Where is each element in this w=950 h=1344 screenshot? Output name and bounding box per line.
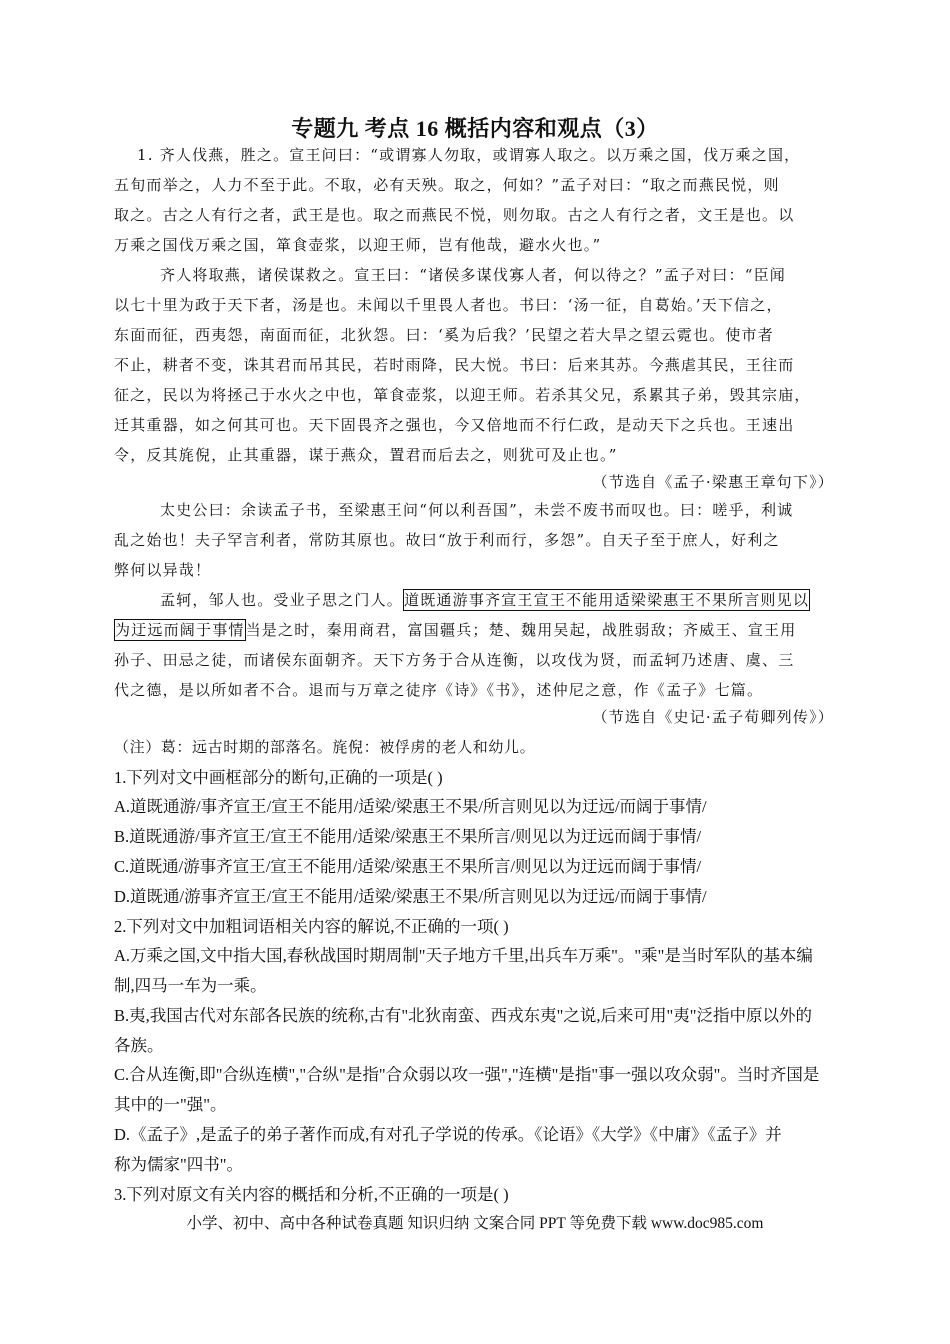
page-footer: 小学、初中、高中各种试卷真题 知识归纳 文案合同 PPT 等免费下载 www.doc985.com	[186, 1215, 764, 1232]
page-title: 专题九 考点 16 概括内容和观点（3）	[291, 116, 659, 141]
passage-line: 孙子、田忌之徒，而诸侯东面朝齐。天下方务于合从连衡，以攻伐为贤，而孟轲乃述唐、虞、三	[114, 651, 795, 669]
question-stem: 2.下列对文中加粗词语相关内容的解说,不正确的一项( )	[114, 917, 509, 936]
passage-line: 太史公曰：余读孟子书，至梁惠王问“何以利吾国”，未尝不废书而叹也。曰：嗟乎，利诚	[160, 501, 794, 519]
passage-line: 不止，耕者不变，诛其君而吊其民，若时雨降，民大悦。书曰：后来其苏。今燕虐其民，王往而	[114, 356, 795, 374]
passage-line: 乱之始也！夫子罕言利者，常防其原也。故曰“放于利而行，多怨”。自天子至于庶人，好利之	[114, 531, 780, 549]
question-option: C.道既通/游事齐宣王/宣王不能用/适梁/梁惠王不果所言/则见以为迂远而阔于事情/	[114, 857, 702, 876]
question-stem: 1.下列对文中画框部分的断句,正确的一项是( )	[114, 768, 443, 787]
passage-line: 弊何以异哉！	[114, 561, 212, 579]
passage-line	[160, 590, 834, 610]
question-stem: 3.下列对原文有关内容的概括和分析,不正确的一项是( )	[114, 1185, 509, 1204]
passage-line: 五旬而举之，人力不至于此。不取，必有天殃。取之，何如？”孟子对曰：“取之而燕民悦，则	[114, 176, 780, 194]
question-option: A.万乘之国,文中指大国,春秋战国时期周制"天子地方千里,出兵车万乘"。"乘"是当时军队的基本编	[114, 946, 813, 965]
passage-text: 当是之时，秦用商君，富国疆兵；楚、魏用吴起，战胜弱敌；齐威王、宣王用	[245, 621, 797, 639]
boxed-text: 为迂远而阔于事情	[115, 621, 245, 639]
passage-line: 取之。古之人有行之者，武王是也。取之而燕民不悦，则勿取。古之人有行之者，文王是也。以	[114, 206, 795, 224]
passage-line: 齐人将取燕，诸侯谋救之。宣王曰：“诸侯多谋伐寡人者，何以待之？”孟子对曰：“臣闻	[160, 266, 787, 284]
question-option: B.道既通游/事齐宣王/宣王不能用/适梁/梁惠王不果所言/则见以为迂远而阔于事情/	[114, 827, 702, 846]
question-option: 称为儒家"四书"。	[114, 1155, 243, 1174]
question-option: B.夷,我国古代对东部各民族的统称,古有"北狄南蛮、西戎东夷"之说,后来可用"夷"泛指中原以外的	[114, 1006, 812, 1025]
question-option: D.道既通/游事齐宣王/宣王不能用/适梁/梁惠王不果/所言则见以为迂远/而阔于事情/	[114, 887, 707, 906]
passage-line	[114, 620, 834, 640]
passage-line: 东面而征，西夷怨，南面而征，北狄怨。曰：‘奚为后我？’民望之若大旱之望云霓也。使市者	[114, 326, 774, 344]
question-option: A.道既通游/事齐宣王/宣王不能用/适梁/梁惠王不果/所言则见以为迂远/而阔于事情/	[114, 797, 707, 816]
question-option: C.合从连衡,即"合纵连横","合纵"是指"合众弱以攻一强","连横"是指"事一强以攻众弱"。当时齐国是	[114, 1065, 820, 1084]
passage-line: 代之德，是以所如者不合。退而与万章之徒序《诗》《书》，述仲尼之意，作《孟子》七篇。	[114, 681, 764, 699]
question-option: D.《孟子》,是孟子的弟子著作而成,有对孔子学说的传承。《论语》《大学》《中庸》《孟子》并	[114, 1125, 782, 1144]
passage-source: （节选自《史记·孟子荀卿列传》）	[592, 708, 834, 726]
passage-line: 万乘之国伐万乘之国，箪食壶浆，以迎王师，岂有他哉，避水火也。”	[114, 236, 602, 254]
passage-note: （注）葛：远古时期的部落名。旄倪：被俘虏的老人和幼儿。	[114, 738, 536, 756]
question-option: 制,四马一车为一乘。	[114, 976, 267, 995]
question-option: 其中的一"强"。	[114, 1095, 227, 1114]
passage-line: 以七十里为政于天下者，汤是也。未闻以千里畏人者也。书曰：‘汤一征，自葛始。’天下信之，	[114, 296, 783, 314]
passage-line: 令，反其旄倪，止其重器，谋于燕众，置君而后去之，则犹可及止也。”	[114, 446, 618, 464]
passage-line: 1. 齐人伐燕，胜之。宣王问曰：“或谓寡人勿取，或谓寡人取之。以万乘之国，伐万乘之国，	[137, 146, 801, 164]
passage-line: 迁其重器，如之何其可也。天下固畏齐之强也，今又倍地而不行仁政，是动天下之兵也。王速出	[114, 416, 795, 434]
question-option: 各族。	[114, 1036, 164, 1055]
passage-source: （节选自《孟子·梁惠王章句下》）	[592, 473, 834, 491]
boxed-text: 道既通游事齐宣王宣王不能用适梁梁惠王不果所言则见以	[404, 591, 810, 609]
passage-line: 征之，民以为将拯己于水火之中也，箪食壶浆，以迎王师。若杀其父兄，系累其子弟，毁其宗庙，	[114, 386, 811, 404]
passage-text: 孟轲，邹人也。受业子思之门人。	[160, 591, 404, 609]
